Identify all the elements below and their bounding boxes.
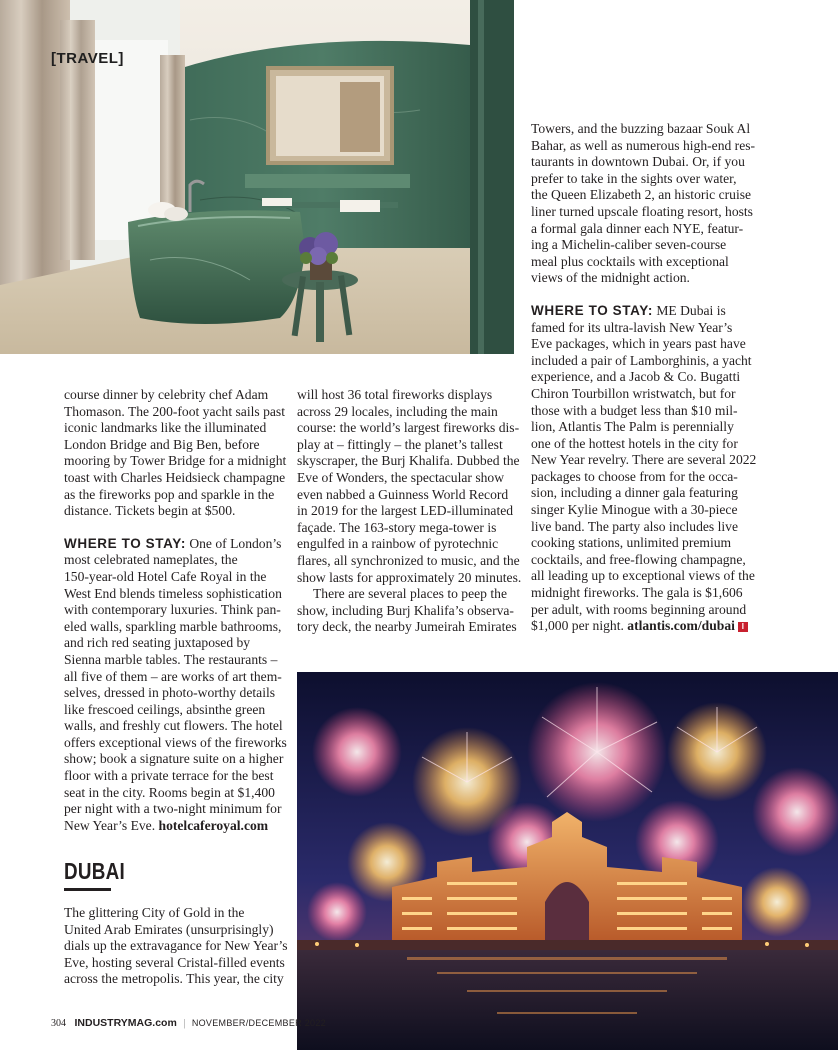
text-line: mooring by Tower Bridge for a midnight: [64, 453, 287, 469]
text-line: all five of them – are works of art them-: [64, 668, 282, 684]
text-line: course: the world’s largest fireworks dis-: [297, 420, 520, 436]
issue-date: NOVEMBER/DECEMBER 2022: [191, 1018, 326, 1028]
text-line: United Arab Emirates (unsurprisingly): [64, 921, 274, 937]
text-line: Bahar, as well as numerous high-end res-: [531, 137, 756, 153]
text-line: singer Kylie Minogue with a 30-piece: [531, 502, 738, 518]
viewing-places-paragraph: [297, 586, 515, 636]
where-to-stay-london: [64, 535, 287, 835]
column-right: [531, 121, 757, 635]
text-line: and rich red seating juxtaposed by: [64, 635, 251, 651]
section-tag: [TRAVEL]: [51, 50, 124, 67]
text-line: $1,000 per night.: [531, 618, 628, 634]
text-line: dials up the extravagance for New Year’s: [64, 938, 288, 954]
text-line: Thomason. The 200-foot yacht sails past: [64, 403, 285, 419]
text-line: New Year’s Eve.: [64, 817, 159, 833]
text-line: prefer to take in the sights over water,: [531, 170, 737, 186]
text-line: those with a budget less than $10 mil-: [531, 402, 738, 418]
text-line: The glittering City of Gold in the: [64, 905, 245, 920]
text-line: ing a Michelin-caliber seven-course: [531, 237, 727, 253]
text-line: cocktails, and free-flowing champagne,: [531, 551, 746, 567]
text-line: floor with a private terrace for the best: [64, 768, 274, 784]
end-mark-icon: I: [738, 622, 748, 632]
text-line: per night with a two-night minimum for: [64, 801, 282, 817]
text-line: in 2019 for the largest LED-illuminated: [297, 503, 514, 519]
text-line: tory deck, the nearby Jumeirah Emirates: [297, 619, 517, 635]
where-to-stay-dubai: [531, 302, 757, 635]
text-line: even nabbed a Guinness World Record: [297, 486, 509, 502]
column-middle: [297, 387, 522, 636]
text-line: offers exceptional views of the fireworks: [64, 734, 287, 750]
text-line: the Queen Elizabeth 2, an historic cruise: [531, 187, 752, 203]
text-line: toast with Charles Heidsieck champagne: [64, 469, 286, 485]
text-line: Sienna marble tables. The restaurants –: [64, 651, 278, 667]
text-line: course dinner by celebrity chef Adam: [64, 387, 269, 402]
text-line: one of the hottest hotels in the city for: [531, 435, 738, 451]
text-line: like frescoed ceilings, absinthe green: [64, 701, 266, 717]
where-to-stay-label: WHERE TO STAY:: [531, 302, 653, 318]
text-line: iconic landmarks like the illuminated: [64, 420, 267, 436]
text-line: cooking stations, unlimited premium: [531, 535, 732, 551]
text-line: live band. The party also includes live: [531, 518, 738, 534]
text-line: all leading up to exceptional views of the: [531, 568, 755, 584]
footer-separator: |: [183, 1018, 186, 1029]
text-line: 150-year-old Hotel Cafe Royal in the: [64, 568, 267, 584]
dubai-heading: DUBAI: [64, 858, 125, 884]
text-line: walls, and freshly cut flowers. The hotel: [64, 718, 283, 734]
text-line: Chiron Tourbillon wristwatch, but for: [531, 385, 736, 401]
text-line: skyscraper, the Burj Khalifa. Dubbed the: [297, 453, 520, 469]
text-line: New Year revelry. There are several 2022: [531, 452, 757, 468]
text-line: play at – fittingly – the planet’s tallest: [297, 436, 503, 452]
page-number: 304: [51, 1018, 66, 1029]
text-line: a formal gala dinner each NYE, featur-: [531, 220, 744, 236]
text-line: liner turned upscale floating resort, hosts: [531, 203, 753, 219]
dubai-intro-paragraph: [64, 905, 288, 988]
text-line: distance. Tickets begin at $500.: [64, 503, 236, 519]
text-line: façade. The 163-story mega-tower is: [297, 519, 497, 535]
page-footer: [51, 1017, 326, 1029]
text-line: most celebrated nameplates, the: [64, 552, 238, 568]
qe2-paragraph: [531, 121, 756, 287]
text-line: meal plus cocktails with exceptional: [531, 253, 729, 269]
text-line: Eve, hosting several Cristal-filled events: [64, 954, 285, 970]
text-line: sion, including a dinner gala featuring: [531, 485, 738, 501]
burj-khalifa-paragraph: [297, 387, 522, 586]
text-line: taurants in downtown Dubai. Or, if you: [531, 154, 745, 170]
text-line: Eve of Wonders, the spectacular show: [297, 469, 505, 485]
text-line: views of the midnight action.: [531, 270, 690, 286]
text-line: with contemporary luxuries. Think pan-: [64, 602, 281, 618]
text-line: West End blends timeless sophistication: [64, 585, 282, 601]
text-line: midnight fireworks. The gala is $1,606: [531, 585, 743, 601]
atlantis-link[interactable]: atlantis.com/dubai: [627, 618, 735, 634]
hotel-cafe-royal-link[interactable]: hotelcaferoyal.com: [158, 817, 269, 833]
text-line: London Bridge and Big Ben, before: [64, 436, 260, 452]
text-line: show lasts for approximately 20 minutes.: [297, 569, 522, 585]
text-line: per adult, with rooms beginning around: [531, 601, 747, 617]
text-line: across 29 locales, including the main: [297, 403, 498, 419]
text-line: famed for its ultra-lavish New Year’s: [531, 319, 733, 335]
heading-underline: [64, 888, 111, 891]
london-yacht-paragraph: [64, 387, 287, 520]
text-line: There are several places to peep the: [313, 586, 507, 602]
text-line: included a pair of Lamborghinis, a yacht: [531, 352, 752, 368]
text-line: Eve packages, which in years past have: [531, 336, 746, 352]
text-line: as the fireworks pop and sparkle in the: [64, 486, 275, 502]
text-line: lion, Atlantis The Palm is perennially: [531, 419, 734, 435]
text-line: flares, all synchronized to music, and the: [297, 552, 520, 568]
text-line: One of London’s: [185, 535, 282, 551]
magazine-brand: INDUSTRYMAG.com: [74, 1017, 177, 1029]
text-line: packages to choose from for the occa-: [531, 468, 738, 484]
text-line: selves, dressed in photo-worthy details: [64, 685, 276, 701]
text-line: experience, and a Jacob & Co. Bugatti: [531, 369, 741, 385]
atlantis-fireworks-photo: [297, 672, 838, 1050]
text-line: eled walls, sparkling marble bathrooms,: [64, 618, 282, 634]
column-left: [64, 387, 287, 834]
text-line: Towers, and the buzzing bazaar Souk Al: [531, 121, 751, 136]
text-line: show; book a signature suite on a higher: [64, 751, 284, 767]
where-to-stay-label: WHERE TO STAY:: [64, 535, 186, 551]
text-line: engulfed in a rainbow of pyrotechnic: [297, 536, 499, 552]
text-line: show, including Burj Khalifa’s observa-: [297, 602, 514, 618]
text-line: ME Dubai is: [652, 302, 726, 318]
text-line: across the metropolis. This year, the city: [64, 971, 284, 987]
text-line: will host 36 total fireworks displays: [297, 387, 493, 402]
text-line: seat in the city. Rooms begin at $1,400: [64, 784, 275, 800]
